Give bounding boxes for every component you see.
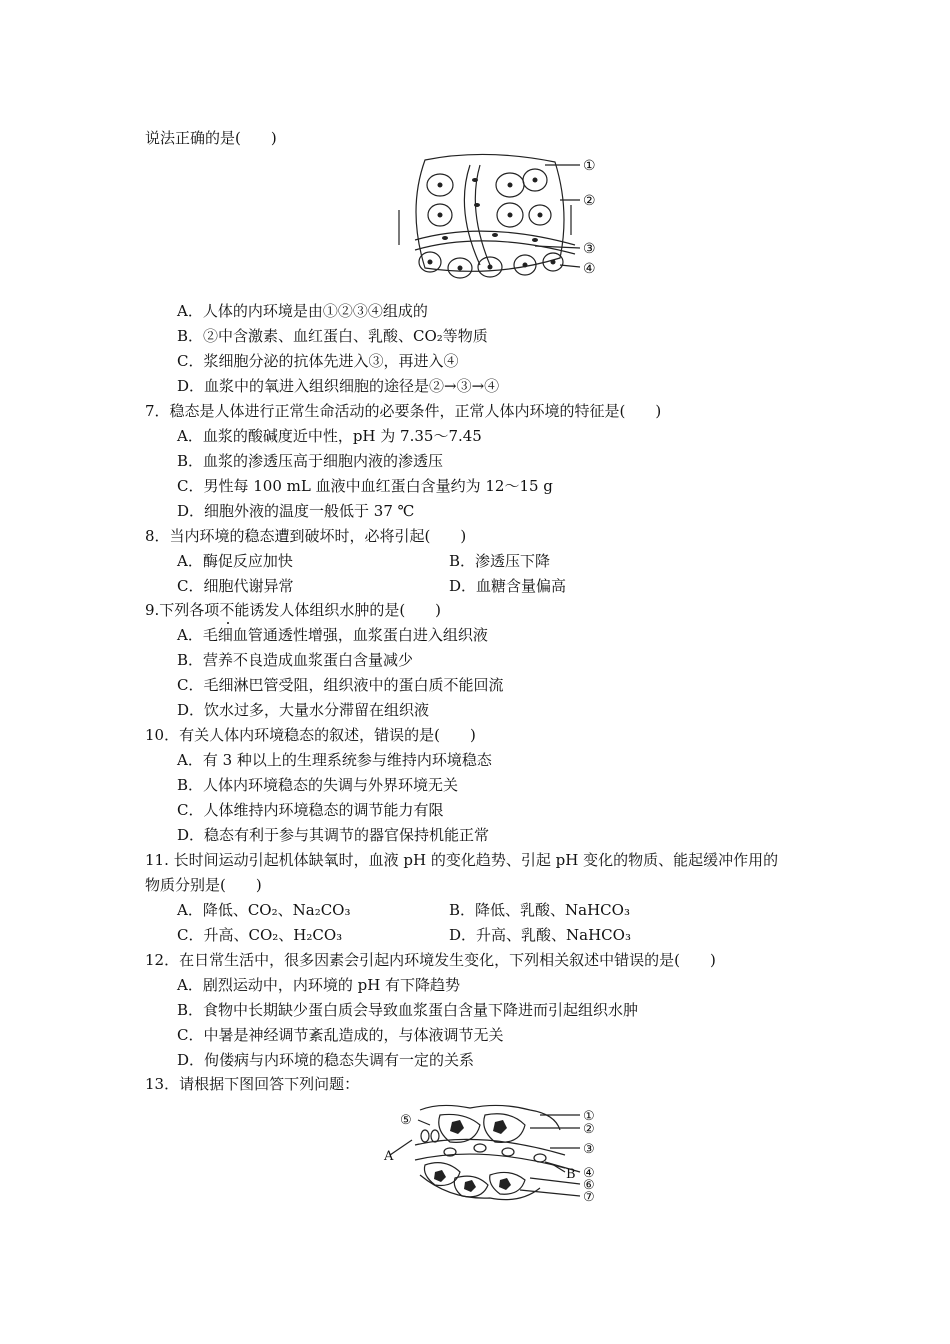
q9-option-c: C．毛细淋巴管受阻，组织液中的蛋白质不能回流 — [177, 676, 504, 694]
fig2-label-b: B — [566, 1167, 576, 1182]
q10-option-d: D．稳态有利于参与其调节的器官保持机能正常 — [177, 826, 490, 844]
q9-option-d: D．饮水过多，大量水分滞留在组织液 — [177, 701, 430, 719]
fig1-label-3: ③ — [583, 241, 596, 257]
q6-option-d: D．血浆中的氧进入组织细胞的途径是②→③→④ — [177, 377, 500, 395]
fig2-label-a: A — [384, 1149, 394, 1164]
q9-option-b: B．营养不良造成血浆蛋白含量减少 — [177, 651, 414, 669]
q9-stem-post: 能诱发人体组织水肿的是( ) — [234, 601, 442, 619]
q11-option-b: B．降低、乳酸、NaHCO₃ — [449, 901, 630, 919]
q9-stem-pre: 9.下列各项 — [145, 601, 220, 619]
fig2-label-3: ③ — [583, 1142, 595, 1157]
fig2-label-6: ⑥ — [583, 1178, 595, 1193]
q12-option-c: C．中暑是神经调节紊乱造成的，与体液调节无关 — [177, 1026, 504, 1044]
q7-option-d: D．细胞外液的温度一般低于 37 ℃ — [177, 502, 415, 520]
q12-stem: 12．在日常生活中，很多因素会引起内环境发生变化，下列相关叙述中错误的是( ) — [145, 951, 716, 969]
q6-stem-tail: 说法正确的是( ) — [145, 129, 277, 147]
tissue-figure-1 — [385, 150, 610, 285]
q10-option-c: C．人体维持内环境稳态的调节能力有限 — [177, 801, 444, 819]
q12-option-b: B．食物中长期缺少蛋白质会导致血浆蛋白含量下降进而引起组织水肿 — [177, 1001, 639, 1019]
q10-stem: 10．有关人体内环境稳态的叙述，错误的是( ) — [145, 726, 476, 744]
q11-stem-line2: 物质分别是( ) — [145, 876, 262, 894]
q13-stem: 13．请根据下图回答下列问题： — [145, 1075, 360, 1093]
q11-option-a: A．降低、CO₂、Na₂CO₃ — [177, 901, 351, 919]
q7-option-b: B．血浆的渗透压高于细胞内液的渗透压 — [177, 452, 444, 470]
q7-option-a: A．血浆的酸碱度近中性，pH 为 7.35～7.45 — [177, 427, 482, 445]
q8-option-c: C．细胞代谢异常 — [177, 577, 294, 595]
fig1-label-4: ④ — [583, 261, 596, 277]
q8-option-b: B．渗透压下降 — [449, 552, 551, 570]
q11-option-c: C．升高、CO₂、H₂CO₃ — [177, 926, 343, 944]
q9-option-a: A．毛细血管通透性增强，血浆蛋白进入组织液 — [177, 626, 488, 644]
q12-option-d: D．佝偻病与内环境的稳态失调有一定的关系 — [177, 1051, 475, 1069]
q9-stem — [145, 600, 441, 620]
fig2-label-4: ④ — [583, 1166, 595, 1181]
q12-option-a: A．剧烈运动中，内环境的 pH 有下降趋势 — [177, 976, 461, 994]
q6-option-c: C．浆细胞分泌的抗体先进入③，再进入④ — [177, 352, 459, 370]
fig2-label-1: ① — [583, 1109, 595, 1124]
fig2-label-5: ⑤ — [400, 1113, 412, 1128]
q8-option-a: A．酶促反应加快 — [177, 552, 293, 570]
fig2-label-7: ⑦ — [583, 1190, 595, 1205]
q9-stem-emphasis: 不 — [219, 601, 235, 619]
q8-stem: 8．当内环境的稳态遭到破坏时，必将引起( ) — [145, 527, 467, 545]
fig1-label-2: ② — [583, 193, 596, 209]
tissue-figure-2 — [380, 1100, 605, 1210]
q8-option-d: D．血糖含量偏高 — [449, 577, 567, 595]
fig2-label-2: ② — [583, 1122, 595, 1137]
q10-option-a: A．有 3 种以上的生理系统参与维持内环境稳态 — [177, 751, 492, 769]
q11-option-d: D．升高、乳酸、NaHCO₃ — [449, 926, 631, 944]
q7-stem: 7．稳态是人体进行正常生命活动的必要条件，正常人体内环境的特征是( ) — [145, 402, 662, 420]
q6-option-a: A．人体的内环境是由①②③④组成的 — [177, 302, 428, 320]
q11-stem-line1: 11. 长时间运动引起机体缺氧时，血液 pH 的变化趋势、引起 pH 变化的物质、能起缓冲作用的 — [145, 851, 779, 869]
q6-option-b: B．②中含激素、血红蛋白、乳酸、CO₂等物质 — [177, 327, 488, 345]
fig1-label-1: ① — [583, 158, 596, 174]
q10-option-b: B．人体内环境稳态的失调与外界环境无关 — [177, 776, 459, 794]
q7-option-c: C．男性每 100 mL 血液中血红蛋白含量约为 12～15 g — [177, 477, 553, 495]
